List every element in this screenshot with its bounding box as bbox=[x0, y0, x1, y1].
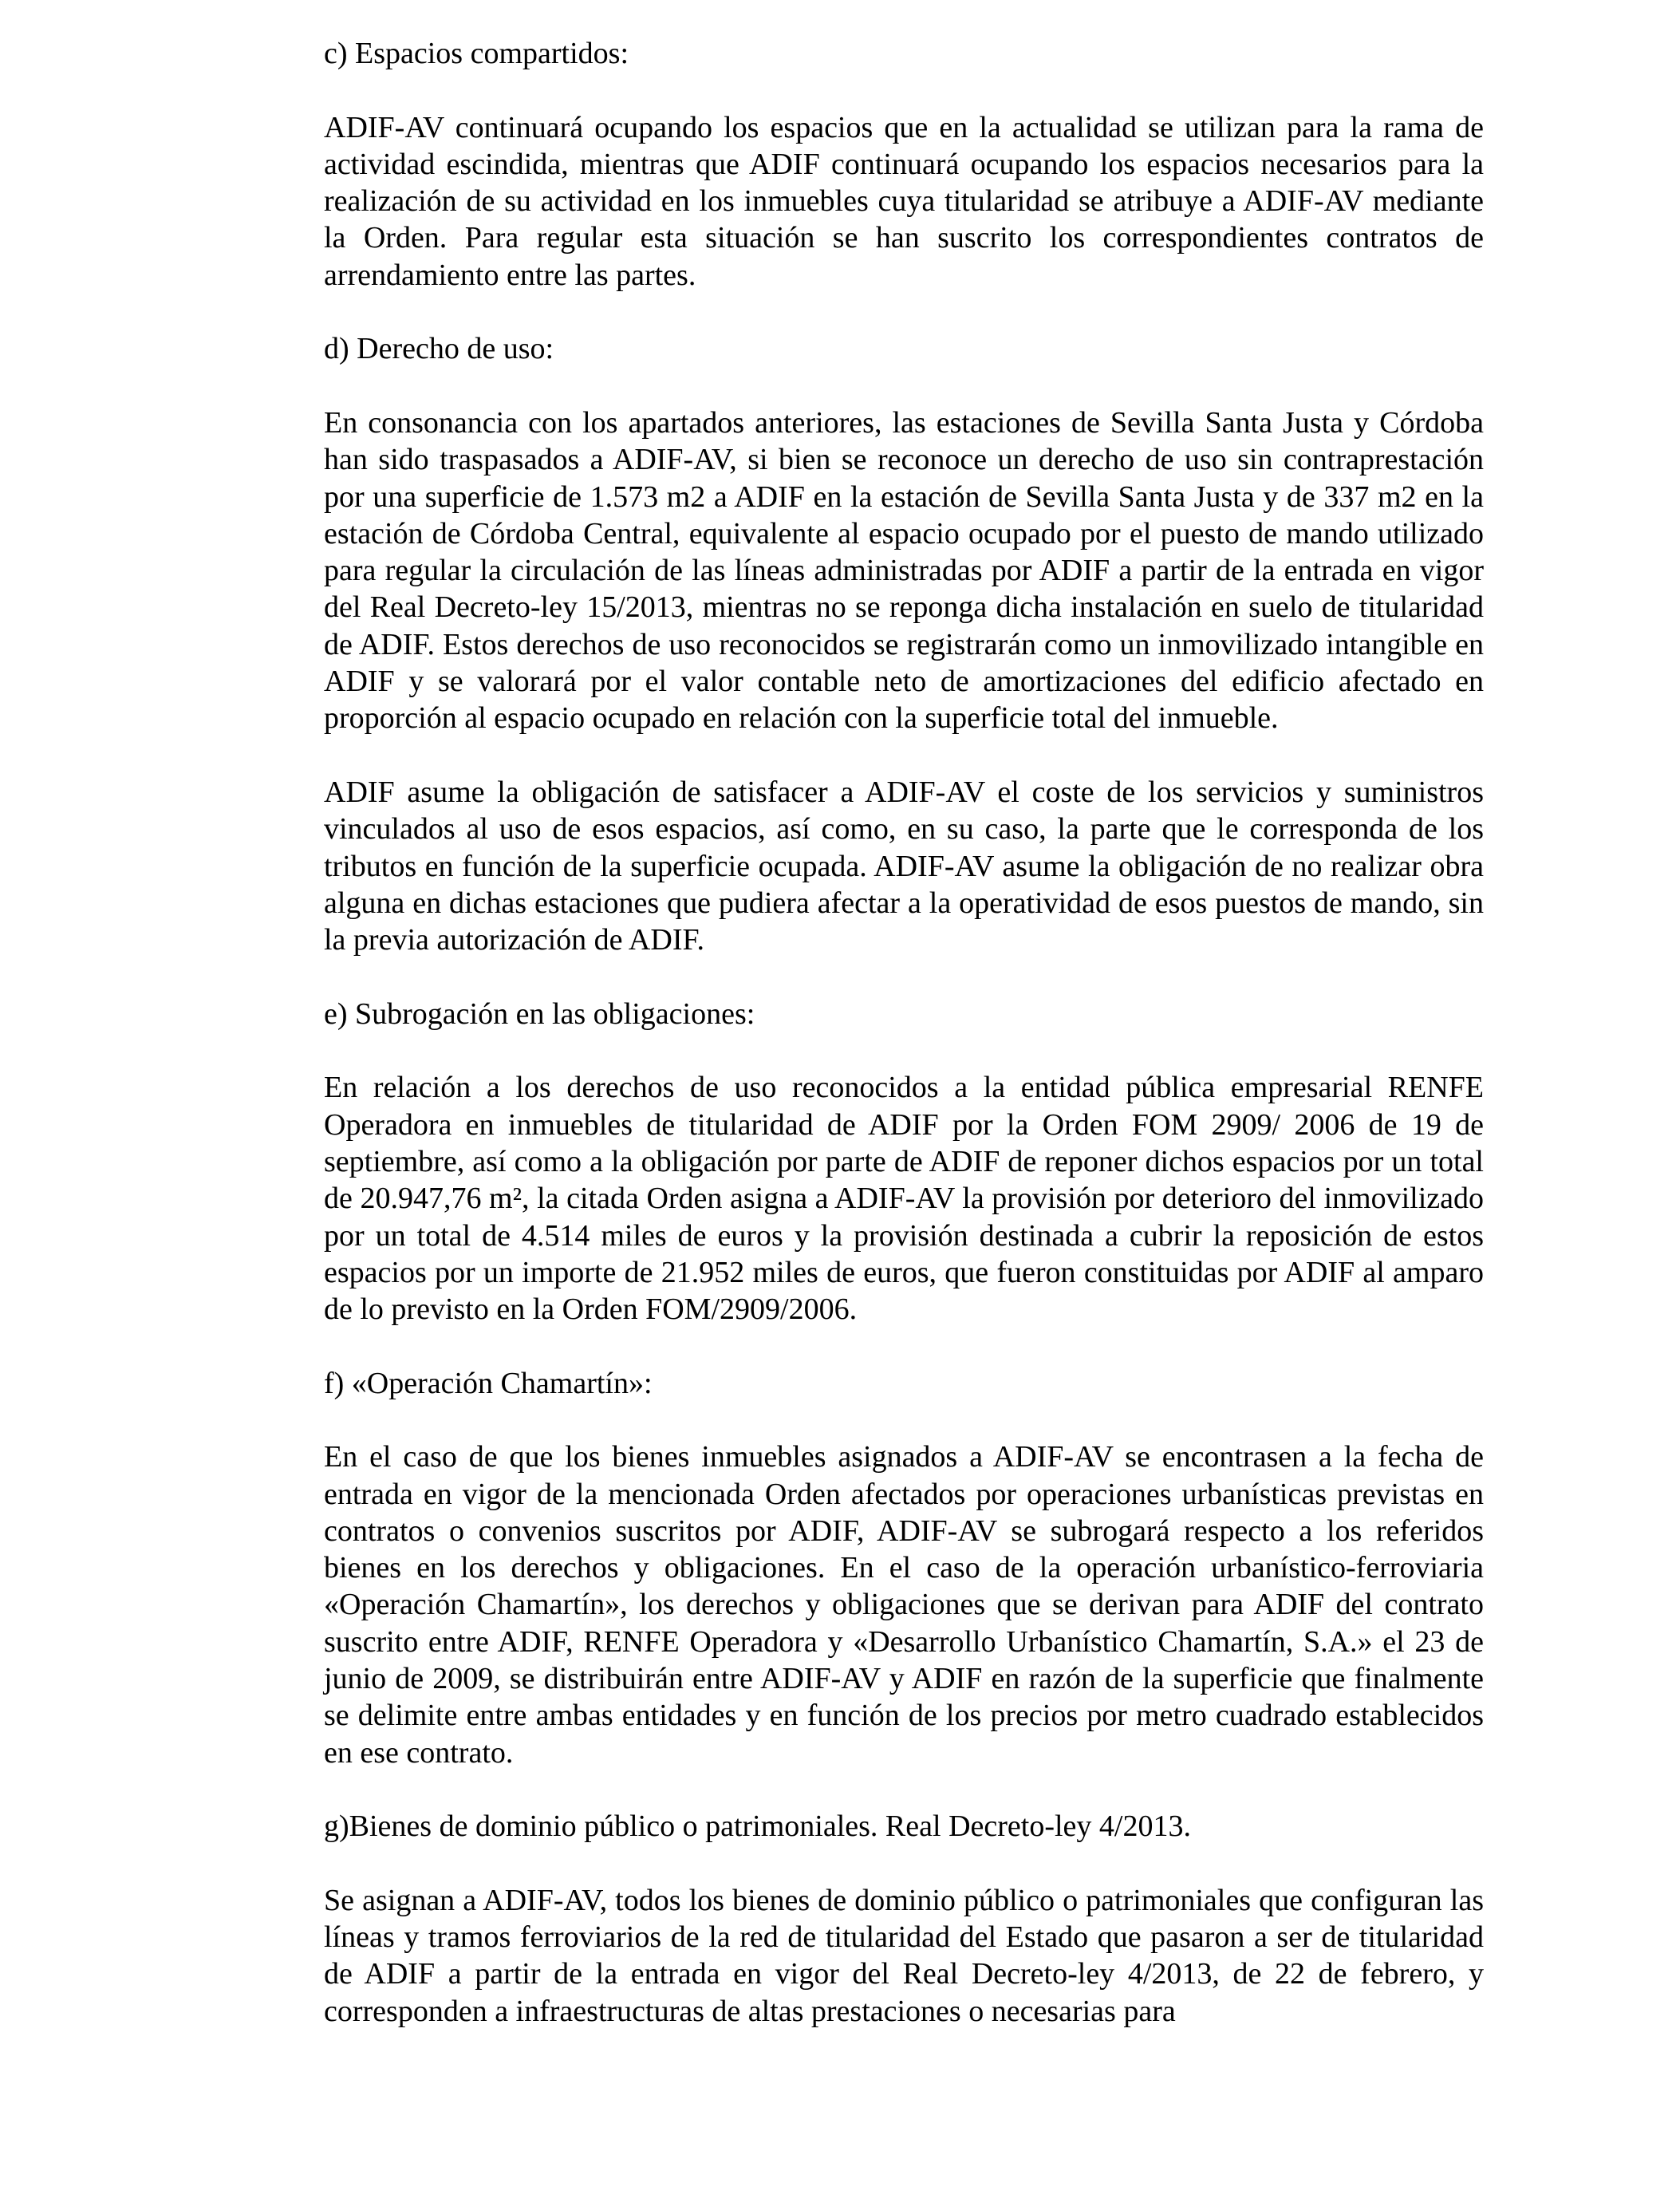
section-heading-operacion-chamartin: f) «Operación Chamartín»: bbox=[324, 1366, 653, 1400]
paragraph-operacion-chamartin: En el caso de que los bienes inmuebles asignados a ADIF-AV se encontrasen a la fecha de entrada en vigor de la mencionada Orden afectados por operaciones urbanísticas previstas en contratos o convenios suscritos por ADIF, ADIF-AV se subrogará respecto a los referidos bienes en los derechos y obligaciones. En el caso de la operación urbanístico-ferroviaria «Operación Chamartín», los derechos y obligaciones que se derivan para ADIF del contrato suscrito entre ADIF, RENFE Operadora y «Desarrollo Urbanístico Chamartín, S.A.» el 23 de junio de 2009, se distribuirán entre ADIF-AV y ADIF en razón de la superficie que finalmente se delimite entre ambas entidades y en función de los precios por metro cuadrado establecidos en ese contrato. bbox=[324, 1440, 1484, 1770]
paragraph-bienes-dominio-publico: Se asignan a ADIF-AV, todos los bienes de dominio público o patrimoniales que configuran las líneas y tramos ferroviarios de la red de titularidad del Estado que pasaron a ser de titularidad de ADIF a partir de la entrada en vigor del Real Decreto-ley 4/2013, de 22 de febrero, y corresponden a infraestructuras de altas prestaciones o necesarias para bbox=[324, 1883, 1484, 2028]
paragraph-derecho-de-uso-1: En consonancia con los apartados anteriores, las estaciones de Sevilla Santa Justa y Córdoba han sido traspasados a ADIF-AV, si bien se reconoce un derecho de uso sin contraprestación por una superficie de 1.573 m2 a ADIF en la estación de Sevilla Santa Justa y de 337 m2 en la estación de Córdoba Central, equivalente al espacio ocupado por el puesto de mando utilizado para regular la circulación de las líneas administradas por ADIF a partir de la entrada en vigor del Real Decreto-ley 15/2013, mientras no se reponga dicha instalación en suelo de titularidad de ADIF. Estos derechos de uso reconocidos se registrarán como un inmovilizado intangible en ADIF y se valorará por el valor contable neto de amortizaciones del edificio afectado en proporción al espacio ocupado en relación con la superficie total del inmueble. bbox=[324, 405, 1484, 736]
section-heading-derecho-de-uso: d) Derecho de uso: bbox=[324, 332, 554, 366]
paragraph-subrogacion: En relación a los derechos de uso reconocidos a la entidad pública empresarial RENFE Operadora en inmuebles de titularidad de ADIF por la Orden FOM 2909/ 2006 de 19 de septiembre, así como a la obligación por parte de ADIF de reponer dichos espacios por un total de 20.947,76 m², la citada Orden asigna a ADIF-AV la provisión por deterioro del inmovilizado por un total de 4.514 miles de euros y la provisión destinada a cubrir la reposición de estos espacios por un importe de 21.952 miles de euros, que fueron constituidas por ADIF al amparo de lo previsto en la Orden FOM/2909/2006. bbox=[324, 1071, 1484, 1327]
paragraph-espacios-compartidos: ADIF-AV continuará ocupando los espacios que en la actualidad se utilizan para la rama de actividad escindida, mientras que ADIF continuará ocupando los espacios necesarios para la realización de su actividad en los inmuebles cuya titularidad se atribuye a ADIF-AV mediante la Orden. Para regular esta situación se han suscrito los correspondientes contratos de arrendamiento entre las partes. bbox=[324, 110, 1484, 292]
section-heading-espacios-compartidos: c) Espacios compartidos: bbox=[324, 37, 629, 70]
section-heading-bienes-dominio-publico: g)Bienes de dominio público o patrimoniales. Real Decreto-ley 4/2013. bbox=[324, 1809, 1191, 1844]
document-page bbox=[324, 35, 1484, 2066]
section-heading-subrogacion: e) Subrogación en las obligaciones: bbox=[324, 996, 755, 1031]
paragraph-derecho-de-uso-2: ADIF asume la obligación de satisfacer a ADIF-AV el coste de los servicios y suministros vinculados al uso de esos espacios, así como, en su caso, la parte que le corresponda de los tributos en función de la superficie ocupada. ADIF-AV asume la obligación de no realizar obra alguna en dichas estaciones que pudiera afectar a la operatividad de esos puestos de mando, sin la previa autorización de ADIF. bbox=[324, 775, 1484, 957]
